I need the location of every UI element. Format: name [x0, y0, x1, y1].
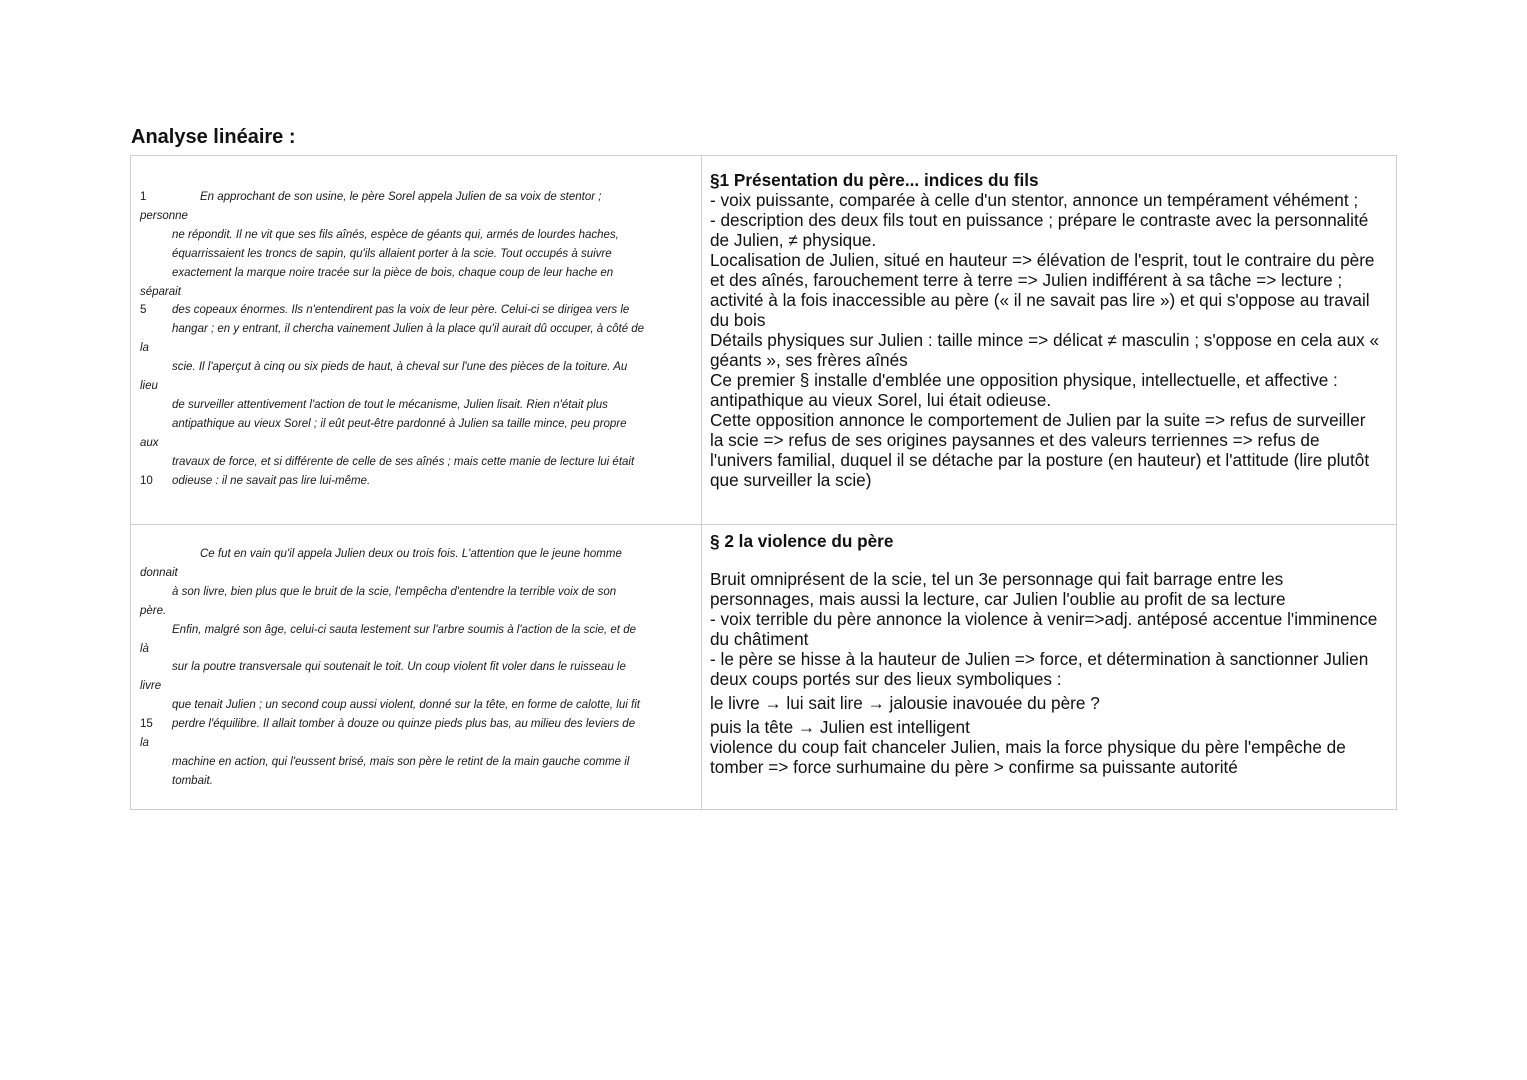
excerpt-text: des copeaux énormes. Ils n'entendirent pas la voix de leur père. Celui-ci se dirigea vers le — [172, 304, 630, 317]
line-number: 5 — [140, 304, 147, 317]
analysis-table — [130, 155, 1397, 810]
excerpt-text: la — [140, 737, 149, 750]
excerpt-line — [140, 772, 693, 791]
excerpt-text: donnait — [140, 566, 178, 579]
excerpt-text: personne — [140, 209, 188, 222]
excerpt-line — [140, 264, 693, 283]
excerpt — [131, 156, 701, 491]
excerpt-cell — [131, 156, 702, 525]
excerpt-text: hangar ; en y entrant, il chercha vainement Julien à la place qu'il aurait dû occuper, à côté de — [172, 323, 645, 336]
analysis-paragraph: - description des deux fils tout en puissance ; prépare le contraste avec la personnalité de Julien, ≠ physique. — [710, 210, 1369, 250]
excerpt-text: Ce fut en vain qu'il appela Julien deux ou trois fois. L'attention que le jeune homme — [200, 548, 622, 560]
excerpt-line — [140, 696, 693, 715]
line-number: 15 — [140, 718, 153, 731]
excerpt — [131, 525, 701, 791]
line-number: 1 — [140, 191, 147, 203]
excerpt-text: à son livre, bien plus que le bruit de la scie, l'empêcha d'entendre la terrible voix de son — [172, 585, 617, 598]
excerpt-line — [140, 472, 693, 491]
analysis-paragraph: deux coups portés sur des lieux symboliques : — [710, 669, 1062, 689]
excerpt-text: En approchant de son usine, le père Sorel appela Julien de sa voix de stentor ; — [200, 191, 602, 203]
analysis — [702, 156, 1396, 490]
excerpt-line — [140, 602, 693, 621]
analysis-paragraph: Cette opposition annonce le comportement de Julien par la suite => refus de surveiller la scie => refus de ses origines paysannes et des valeurs terriennes => refus de l'univers familial, duquel il se détache par la posture (en hauteur) et l'attitude (lire plutôt que surveiller la scie) — [710, 410, 1370, 490]
excerpt-line — [140, 753, 693, 772]
analysis-paragraph: violence du coup fait chanceler Julien, mais la force physique du père l'empêche de tomber => force surhumaine du père > confirme sa puissante autorité — [710, 737, 1346, 777]
analysis-cell — [702, 156, 1397, 525]
section-heading: §1 Présentation du père... indices du fils — [710, 170, 1039, 190]
excerpt-text: que tenait Julien ; un second coup aussi violent, donné sur la tête, en forme de calotte, lui fit — [172, 699, 640, 712]
excerpt-text: travaux de force, et si différente de celle de ses aînés ; mais cette manie de lecture lui était — [172, 455, 635, 468]
excerpt-text: la — [140, 342, 149, 355]
excerpt-line — [140, 658, 693, 677]
excerpt-line — [140, 188, 693, 207]
analysis-paragraph: Détails physiques sur Julien : taille mince => délicat ≠ masculin ; s'oppose en cela aux « géants », ses frères aînés — [710, 330, 1380, 370]
excerpt-line — [140, 283, 693, 302]
excerpt-line — [140, 583, 693, 602]
excerpt-text: séparait — [140, 285, 181, 298]
excerpt-line — [140, 245, 693, 264]
excerpt-line — [140, 640, 693, 659]
analysis-paragraph: Ce premier § installe d'emblée une opposition physique, intellectuelle, et affective : antipathique au vieux Sorel, lui était odieuse. — [710, 370, 1338, 410]
table-row — [131, 525, 1397, 810]
excerpt-text: tombait. — [172, 774, 213, 787]
page-title: Analyse linéaire : — [131, 126, 296, 148]
line-number: 10 — [140, 474, 153, 487]
excerpt-line — [140, 734, 693, 753]
analysis-paragraph: - voix terrible du père annonce la violence à venir=>adj. antéposé accentue l'imminence du châtiment — [710, 609, 1378, 649]
analysis-paragraph: - le père se hisse à la hauteur de Julien => force, et détermination à sanctionner Julien — [710, 649, 1369, 669]
excerpt-line — [140, 621, 693, 640]
excerpt-text: père. — [140, 604, 167, 617]
excerpt-line — [140, 453, 693, 472]
excerpt-text: là — [140, 642, 149, 655]
analysis-paragraphs — [710, 569, 1382, 777]
excerpt-line — [140, 320, 693, 339]
excerpt-text: Enfin, malgré son âge, celui-ci sauta lestement sur l'arbre soumis à l'action de la scie, et de — [172, 623, 636, 636]
excerpt-text: machine en action, qui l'eussent brisé, mais son père le retint de la main gauche comme il — [172, 755, 630, 768]
excerpt-text: aux — [140, 436, 159, 449]
analysis-paragraphs — [710, 190, 1382, 490]
analysis-paragraph: puis la tête → Julien est intelligent — [710, 717, 970, 737]
excerpt-text: perdre l'équilibre. Il allait tomber à douze ou quinze pieds plus bas, au milieu des leviers de — [172, 718, 636, 731]
analysis-paragraph: Bruit omniprésent de la scie, tel un 3e personnage qui fait barrage entre les personnages, mais aussi la lecture, car Julien l'oublie au profit de sa lecture — [710, 569, 1286, 609]
excerpt-line — [140, 545, 693, 564]
analysis-cell — [702, 525, 1397, 810]
excerpt-text: exactement la marque noire tracée sur la pièce de bois, chaque coup de leur hache en — [172, 266, 614, 279]
excerpt-line — [140, 358, 693, 377]
excerpt-text: scie. Il l'aperçut à cinq ou six pieds de haut, à cheval sur l'une des pièces de la toiture. Au — [172, 361, 628, 374]
excerpt-line — [140, 377, 693, 396]
section-heading: § 2 la violence du père — [710, 531, 894, 551]
analysis-paragraph: Localisation de Julien, situé en hauteur => élévation de l'esprit, tout le contraire du père et des aînés, farouchement terre à terre => Julien indifférent à sa tâche => lecture ; activité à la fois inaccessible au père (« il ne savait pas lire ») et qui s'oppose au travail du bois — [710, 250, 1375, 330]
analysis-paragraph: le livre → lui sait lire → jalousie inavouée du père ? — [710, 693, 1100, 713]
excerpt-text: antipathique au vieux Sorel ; il eût peut-être pardonné à Julien sa taille mince, peu propre — [172, 417, 627, 430]
excerpt-line — [140, 301, 693, 320]
excerpt-line — [140, 207, 693, 226]
excerpt-text: équarrissaient les troncs de sapin, qu'ils allaient porter à la scie. Tout occupés à suivre — [172, 247, 612, 260]
excerpt-line — [140, 434, 693, 453]
excerpt-line — [140, 396, 693, 415]
excerpt-text: lieu — [140, 380, 158, 393]
excerpt-line — [140, 715, 693, 734]
excerpt-text: sur la poutre transversale qui soutenait le toit. Un coup violent fit voler dans le ruisseau le — [172, 661, 626, 674]
excerpt-cell — [131, 525, 702, 810]
excerpt-line — [140, 677, 693, 696]
excerpt-line — [140, 339, 693, 358]
excerpt-line — [140, 415, 693, 434]
excerpt-line — [140, 226, 693, 245]
excerpt-text: de surveiller attentivement l'action de tout le mécanisme, Julien lisait. Rien n'était plus — [172, 398, 608, 411]
excerpt-text: ne répondit. Il ne vit que ses fils aînés, espèce de géants qui, armés de lourdes haches, — [172, 228, 619, 241]
table-row — [131, 156, 1397, 525]
analysis — [702, 525, 1396, 777]
excerpt-line — [140, 564, 693, 583]
excerpt-text: livre — [140, 680, 162, 693]
excerpt-text: odieuse : il ne savait pas lire lui-même. — [172, 474, 371, 487]
analysis-paragraph: - voix puissante, comparée à celle d'un stentor, annonce un tempérament véhément ; — [710, 190, 1359, 210]
